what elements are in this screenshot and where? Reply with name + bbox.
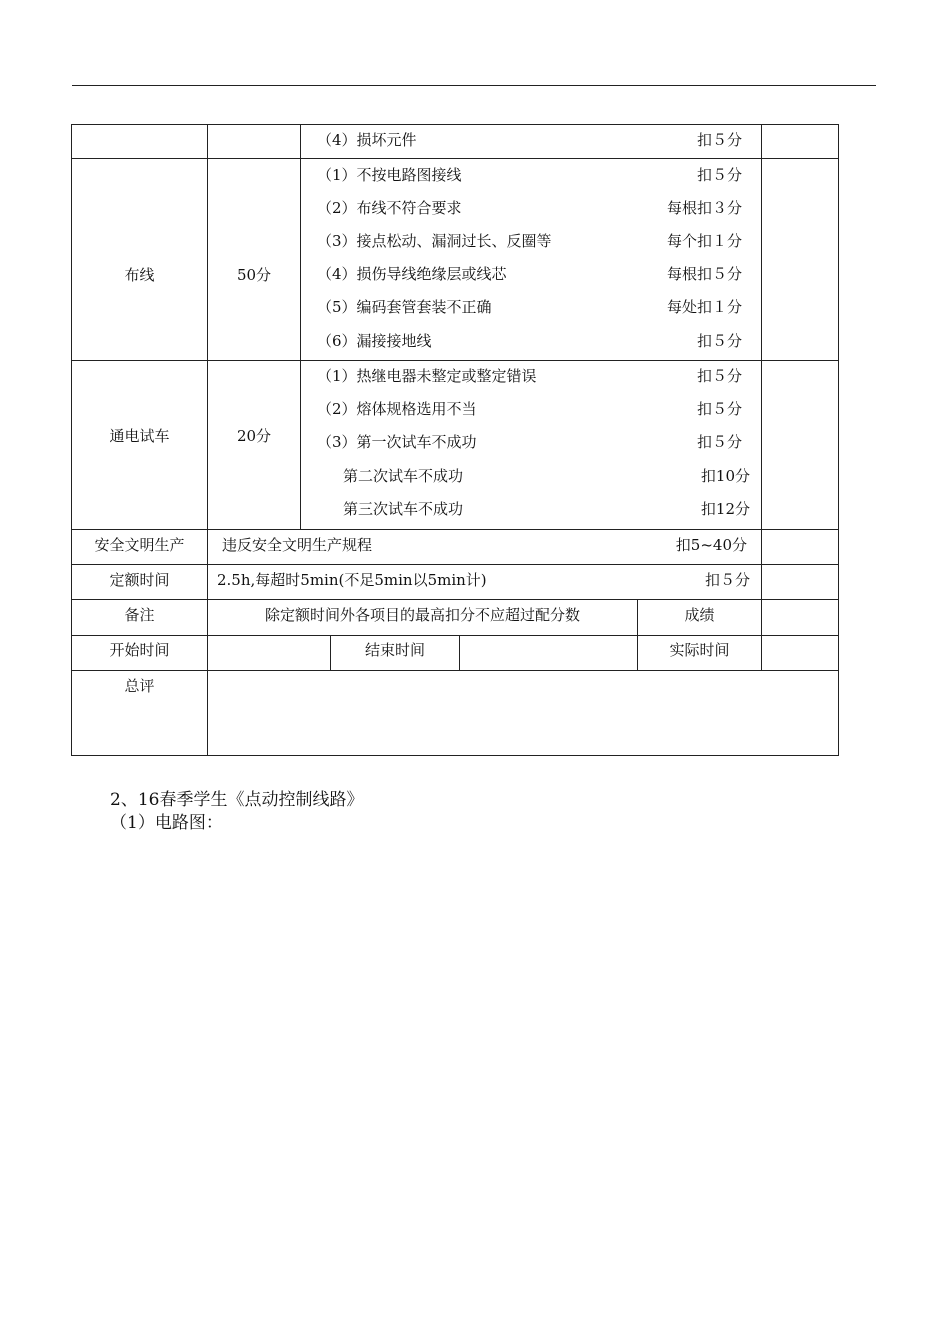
criteria-item: （5）编码套管套装不正确 xyxy=(317,298,492,316)
criteria-item: （2）熔体规格选用不当 xyxy=(317,400,477,418)
criteria-item: （2）布线不符合要求 xyxy=(317,199,462,217)
item-name-test-run: 通电试车 xyxy=(109,427,170,445)
table-col-divider xyxy=(207,124,208,670)
table-col-divider xyxy=(761,635,762,670)
remarks-label: 备注 xyxy=(124,606,155,624)
table-row-divider xyxy=(71,564,839,565)
item-name-safety: 安全文明生产 xyxy=(94,536,185,554)
criteria-item: （1）不按电路图接线 xyxy=(317,166,462,184)
table-row-divider xyxy=(71,635,839,636)
deduction-value: 每个扣１分 xyxy=(666,232,742,250)
deduction-value: 扣５分 xyxy=(696,332,742,350)
actual-time-label: 实际时间 xyxy=(669,641,730,659)
deduction-value: 每根扣３分 xyxy=(666,199,742,217)
table-row-divider xyxy=(71,670,839,671)
start-time-label: 开始时间 xyxy=(109,641,170,659)
criteria-item: （3）第一次试车不成功 xyxy=(317,433,477,451)
deduction-value: 扣10分 xyxy=(700,467,750,485)
item-name-time-quota: 定额时间 xyxy=(109,571,170,589)
criteria-item: 2.5h,每超时5min(不足5min以5min计) xyxy=(217,571,487,589)
deduction-value: 每根扣５分 xyxy=(666,265,742,283)
deduction-value: 扣５分 xyxy=(696,367,742,385)
criteria-item: （6）漏接接地线 xyxy=(317,332,432,350)
criteria-item: （4）损伤导线绝缘层或线芯 xyxy=(317,265,507,283)
section-title: 2、16春季学生《点动控制线路》 xyxy=(110,790,364,810)
criteria-item: （3）接点松动、漏洞过长、反圈等 xyxy=(317,232,552,250)
deduction-value: 扣5~40分 xyxy=(675,536,747,554)
deduction-value: 扣５分 xyxy=(696,166,742,184)
table-row-divider xyxy=(71,599,839,600)
deduction-value: 扣５分 xyxy=(696,433,742,451)
item-score-test-run: 20分 xyxy=(236,427,272,445)
table-border-bottom xyxy=(71,755,839,756)
table-border-right xyxy=(838,124,839,756)
criteria-item: （1）热继电器未整定或整定错误 xyxy=(317,367,537,385)
page-header-rule xyxy=(72,85,876,86)
criteria-item: （4）损坏元件 xyxy=(317,131,417,149)
deduction-value: 每处扣１分 xyxy=(666,298,742,316)
table-row-divider xyxy=(71,158,839,159)
table-row-divider xyxy=(71,360,839,361)
table-col-divider xyxy=(459,635,460,670)
remarks-text: 除定额时间外各项目的最高扣分不应超过配分数 xyxy=(264,606,580,624)
deduction-value: 扣12分 xyxy=(700,500,750,518)
end-time-label: 结束时间 xyxy=(364,641,425,659)
deduction-value: 扣５分 xyxy=(696,400,742,418)
item-score-wiring: 50分 xyxy=(236,266,272,284)
overall-label: 总评 xyxy=(124,677,155,695)
criteria-item: 第三次试车不成功 xyxy=(343,500,464,518)
table-border-top xyxy=(71,124,839,125)
criteria-item: 违反安全文明生产规程 xyxy=(222,536,373,554)
criteria-item: 第二次试车不成功 xyxy=(343,467,464,485)
table-col-divider xyxy=(300,124,301,530)
table-col-divider xyxy=(207,670,208,756)
table-col-divider xyxy=(761,124,762,635)
item-name-wiring: 布线 xyxy=(124,266,155,284)
section-subtitle: （1）电路图： xyxy=(110,813,223,833)
grade-label: 成绩 xyxy=(684,606,715,624)
table-row-divider xyxy=(71,529,839,530)
deduction-value: 扣５分 xyxy=(696,131,742,149)
deduction-value: 扣５分 xyxy=(704,571,750,589)
